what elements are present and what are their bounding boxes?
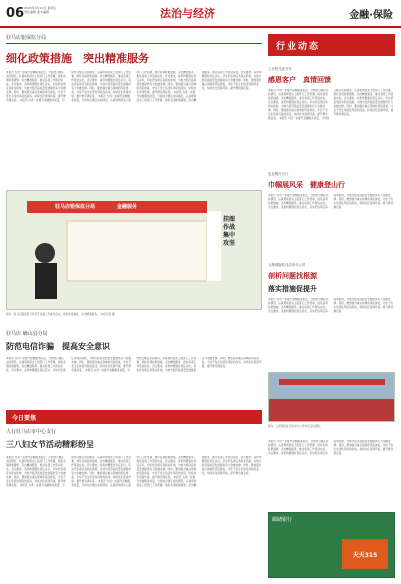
photo-top-label: 驻马店银保监分局: [55, 204, 96, 210]
right-item-2: [268, 171, 395, 252]
page-number: 06: [6, 6, 25, 21]
item3-title-1: 剖析问题找根源: [268, 271, 317, 280]
today-title: 三八妇女节活动精彩纷呈: [6, 439, 94, 449]
item1-body: 本报讯 为进一步提升金融服务质量，分局结合辖区实际情况，认真贯彻落实上级部门工作部署，细化各项政策措施，突出精准服务，推动各项工作落到实处。会议要求，各机构要强化责任意识，切实把各项任务抓实抓细，为地方经济高质量发展提供有力金融支撑。同时，要加强对重点领域的风险排查，守住不发生系统性风险的底线，持续优化营商环境，提升群众满意度。 本报讯 为进一步提升金融服务质量，分局结合辖区实际情况，认真贯彻落实上级部门工作部署，细化各项政策措施，突出精准服务，推动各项工作落到实处。会议要求，各机构要强化责任意识，切实把各项任务抓实抓细，为地方经济高质量发展提供有力金融支撑。同时，要加强对重点领域的风险排查，守住不发生系统性风险的底线，持续优化营商环境，提升群众满意度。: [268, 89, 394, 120]
right-item-1: [268, 66, 395, 161]
lead-title: 细化政策措施 突出精准服务: [6, 52, 149, 65]
divider: [6, 43, 262, 44]
item1-kicker: 工行驻马店分行: [268, 67, 292, 71]
item1-title: 感恩客户 真情回馈: [268, 75, 331, 84]
ad-badge: 天天315: [342, 539, 388, 569]
today-kicker: 人行驻马店市中心支行: [6, 429, 57, 435]
today-band: 今日要焦: [6, 410, 262, 424]
article2-body: 本报讯 为进一步提升金融服务质量，分局结合辖区实际情况，认真贯彻落实上级部门工作部署，细化各项政策措施，突出精准服务，推动各项工作落到实处。会议要求，各机构要强化责任意识，切实把各项任务抓实抓细，为地方经济高质量发展提供有力金融支撑。同时，要加强对重点领域的风险排查，守住不发生系统性风险的底线，持续优化营商环境，提升群众满意度。 本报讯 为进一步提升金融服务质量，分局结合辖区实际情况，认真贯彻落实上级部门工作部署，细化各项政策措施，突出精准服务，推动各项工作落到实处。会议要求，各机构要强化责任意识，切实把各项任务抓实抓细，为地方经济高质量发展提供有力金融支撑。同时，要加强对重点领域的风险排查，守住不发生系统性风险的底线，持续优化营商环境，提升群众满意度。: [6, 357, 262, 372]
header-meta: 2023年3月10日 星期五 责任编辑 美术编辑: [24, 6, 57, 14]
item2-title: 巾帼展风采 健康登山行: [268, 180, 345, 189]
item3-kicker: 人保财险驻马店市分公司: [268, 263, 306, 267]
right-column: [268, 34, 395, 360]
right-lower-body: 本报讯 为进一步提升金融服务质量，分局结合辖区实际情况，认真贯彻落实上级部门工作部署，细化各项政策措施，突出精准服务，推动各项工作落到实处。会议要求，各机构要强化责任意识，切实把各项任务抓实抓细，为地方经济高质量发展提供有力金融支撑。同时，要加强对重点领域的风险排查，守住不发生系统性风险的底线，持续优化营商环境，提升群众满意度。: [268, 440, 394, 455]
side-text: 挂图作战 集中攻坚: [223, 216, 242, 247]
page-header: [0, 0, 401, 28]
lead-kicker: 驻马店银保监分局: [6, 35, 47, 41]
photo-title: 金融服务: [117, 204, 138, 210]
today-body: 本报讯 为进一步提升金融服务质量，分局结合辖区实际情况，认真贯彻落实上级部门工作部署，细化各项政策措施，突出精准服务，推动各项工作落到实处。会议要求，各机构要强化责任意识，切实把各项任务抓实抓细，为地方经济高质量发展提供有力金融支撑。同时，要加强对重点领域的风险排查，守住不发生系统性风险的底线，持续优化营商环境，提升群众满意度。 本报讯 为进一步提升金融服务质量，分局结合辖区实际情况，认真贯彻落实上级部门工作部署，细化各项政策措施，突出精准服务，推动各项工作落到实处。会议要求，各机构要强化责任意识，切实把各项任务抓实抓细，为地方经济高质量发展提供有力金融支撑。同时，要加强对重点领域的风险排查，守住不发生系统性风险的底线，持续优化营商环境，提升群众满意度。 本报讯 为进一步提升金融服务质量，分局结合辖区实际情况，认真贯彻落实上级部门工作部署，细化各项政策措施，突出精准服务，推动各项工作落到实处。会议要求，各机构要强化责任意识，切实把各项任务抓实抓细，为地方经济高质量发展提供有力金融支撑。同时，要加强对重点领域的风险排查，守住不发生系统性风险的底线，持续优化营商环境，提升群众满意度。 本报讯 为进一步提升金融服务质量，分局结合辖区实际情况，认真贯彻落实上级部门工作部署，细化各项政策措施，突出精准服务，推动各项工作落到实处。会议要求，各机构要强化责任意识，切实把各项任务抓实抓细，为地方经济高质量发展提供有力金融支撑。同时，要加强对重点领域的风险排查，守住不发生系统性风险的底线，持续优化营商环境，提升群众满意度。: [6, 456, 262, 487]
article2-kicker: 驻马店 确山县分局: [6, 331, 48, 337]
article-womens-day: [6, 428, 262, 574]
group-photo: [268, 372, 395, 422]
ad-text: 邮储银行: [272, 517, 293, 523]
article-anti-fraud: [6, 330, 262, 393]
ad-block: [268, 512, 395, 578]
item3-title-2: 落实措施促提升: [268, 284, 317, 293]
article2-title: 防范电信诈骗 提高安全意识: [6, 341, 110, 351]
lead-photo: [6, 190, 262, 310]
right-item-3: [268, 262, 395, 360]
item2-body: 本报讯 为进一步提升金融服务质量，分局结合辖区实际情况，认真贯彻落实上级部门工作部署，细化各项政策措施，突出精准服务，推动各项工作落到实处。会议要求，各机构要强化责任意识，切实把各项任务抓实抓细，为地方经济高质量发展提供有力金融支撑。同时，要加强对重点领域的风险排查，守住不发生系统性风险的底线，持续优化营商环境，提升群众满意度。: [268, 194, 394, 209]
item3-body: 本报讯 为进一步提升金融服务质量，分局结合辖区实际情况，认真贯彻落实上级部门工作部署，细化各项政策措施，突出精准服务，推动各项工作落到实处。会议要求，各机构要强化责任意识，切实把各项任务抓实抓细，为地方经济高质量发展提供有力金融支撑。同时，要加强对重点领域的风险排查，守住不发生系统性风险的底线，持续优化营商环境，提升群众满意度。: [268, 298, 394, 313]
newspaper-logo: 法治与经济: [160, 7, 215, 20]
section-title: 金融·保险: [349, 10, 393, 21]
left-column: [6, 34, 262, 173]
industry-news-head: 行业动态: [268, 34, 395, 56]
lead-caption: 图为：驻马店银保监分局召开金融工作推进会议，细化政策措施，突出精准服务。 本报记者 摄: [6, 313, 115, 316]
item2-kicker: 农业银行分行: [268, 172, 289, 176]
group-photo-art: [269, 373, 395, 422]
group-photo-caption: 图为：人保财险驻马店市分公司举行活动现场。: [268, 425, 323, 428]
lead-body: 本报讯 为进一步提升金融服务质量，分局结合辖区实际情况，认真贯彻落实上级部门工作部署，细化各项政策措施，突出精准服务，推动各项工作落到实处。会议要求，各机构要强化责任意识，切实把各项任务抓实抓细，为地方经济高质量发展提供有力金融支撑。同时，要加强对重点领域的风险排查，守住不发生系统性风险的底线，持续优化营商环境，提升群众满意度。 本报讯 为进一步提升金融服务质量，分局结合辖区实际情况，认真贯彻落实上级部门工作部署，细化各项政策措施，突出精准服务，推动各项工作落到实处。会议要求，各机构要强化责任意识，切实把各项任务抓实抓细，为地方经济高质量发展提供有力金融支撑。同时，要加强对重点领域的风险排查，守住不发生系统性风险的底线，持续优化营商环境，提升群众满意度。 本报讯 为进一步提升金融服务质量，分局结合辖区实际情况，认真贯彻落实上级部门工作部署，细化各项政策措施，突出精准服务，推动各项工作落到实处。会议要求，各机构要强化责任意识，切实把各项任务抓实抓细，为地方经济高质量发展提供有力金融支撑。同时，要加强对重点领域的风险排查，守住不发生系统性风险的底线，持续优化营商环境，提升群众满意度。 本报讯 为进一步提升金融服务质量，分局结合辖区实际情况，认真贯彻落实上级部门工作部署，细化各项政策措施，突出精准服务，推动各项工作落到实处。会议要求，各机构要强化责任意识，切实把各项任务抓实抓细，为地方经济高质量发展提供有力金融支撑。同时，要加强对重点领域的风险排查，守住不发生系统性风险的底线，持续优化营商环境，提升群众满意度。: [6, 71, 262, 102]
